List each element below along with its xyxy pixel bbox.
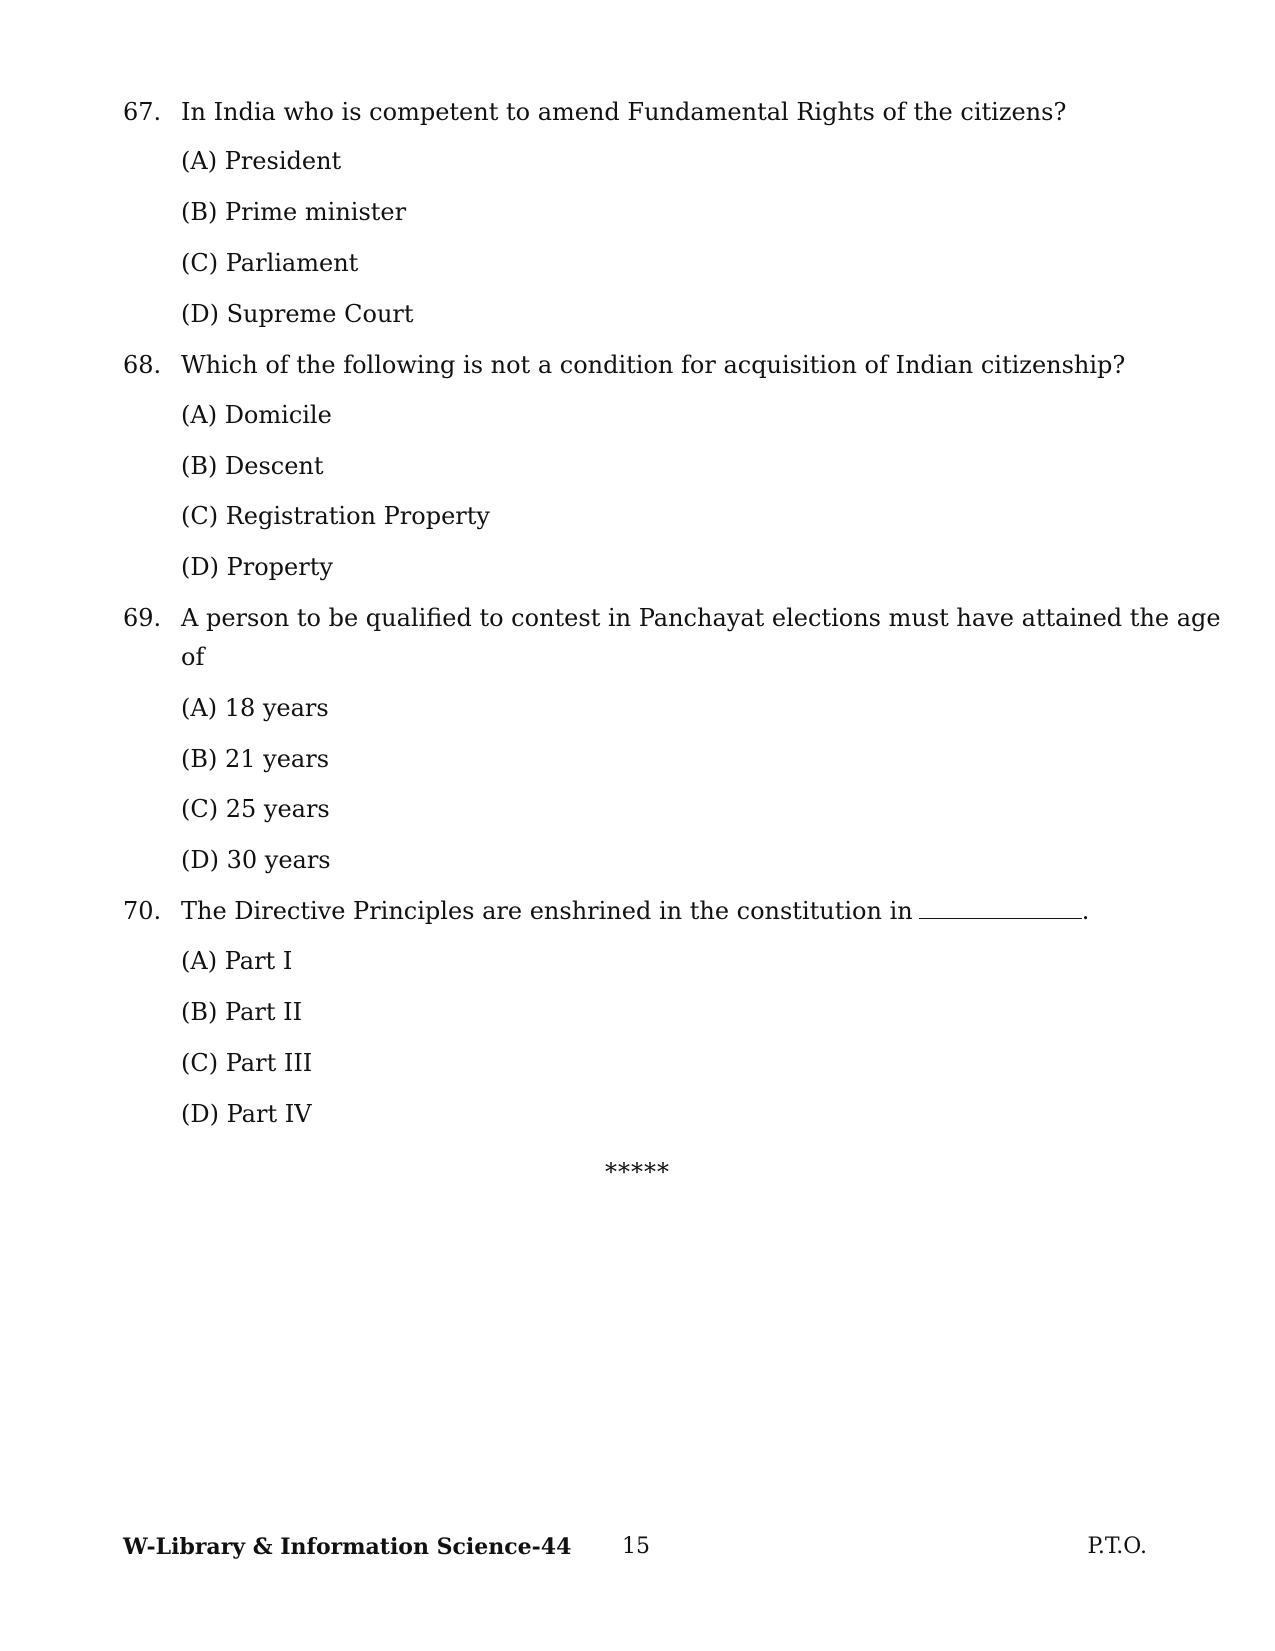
option-a: (A) 18 years (181, 694, 329, 722)
option-c: (C) Part III (181, 1049, 313, 1077)
option-a: (A) Part I (181, 947, 293, 975)
question-text: In India who is competent to amend Fundamental Rights of the citizens? (181, 98, 1067, 126)
footer-pto: P.T.O. (1087, 1534, 1147, 1559)
option-c: (C) 25 years (181, 795, 330, 823)
option-c: (C) Registration Property (181, 502, 490, 530)
question-text-continued: of (181, 643, 205, 671)
option-b: (B) Descent (181, 452, 324, 480)
question-number: 67. (123, 98, 162, 126)
option-d: (D) Property (181, 553, 333, 581)
question-text: A person to be qualified to contest in Panchayat elections must have attained the age (181, 604, 1221, 632)
question-68 (123, 350, 1125, 380)
footer-page-number: 15 (622, 1534, 650, 1559)
question-number: 70. (123, 897, 162, 925)
question-text: Which of the following is not a condition for acquisition of Indian citizenship? (181, 351, 1126, 379)
question-69 (123, 603, 1221, 633)
option-c: (C) Parliament (181, 249, 359, 277)
option-d: (D) Supreme Court (181, 300, 414, 328)
footer-subject: W-Library & Information Science-44 (123, 1534, 572, 1560)
question-number: 69. (123, 604, 162, 632)
option-b: (B) Prime minister (181, 198, 407, 226)
question-70 (123, 896, 1089, 926)
option-a: (A) Domicile (181, 401, 332, 429)
option-b: (B) Part II (181, 998, 303, 1026)
option-b: (B) 21 years (181, 745, 330, 773)
answer-blank (919, 896, 1082, 919)
option-a: (A) President (181, 147, 342, 175)
question-text: The Directive Principles are enshrined in the constitution in (181, 897, 913, 925)
question-number: 68. (123, 351, 162, 379)
end-marker: ***** (605, 1158, 670, 1186)
option-d: (D) 30 years (181, 846, 331, 874)
option-d: (D) Part IV (181, 1100, 312, 1128)
question-67 (123, 97, 1066, 127)
question-end-punctuation: . (1081, 897, 1090, 925)
